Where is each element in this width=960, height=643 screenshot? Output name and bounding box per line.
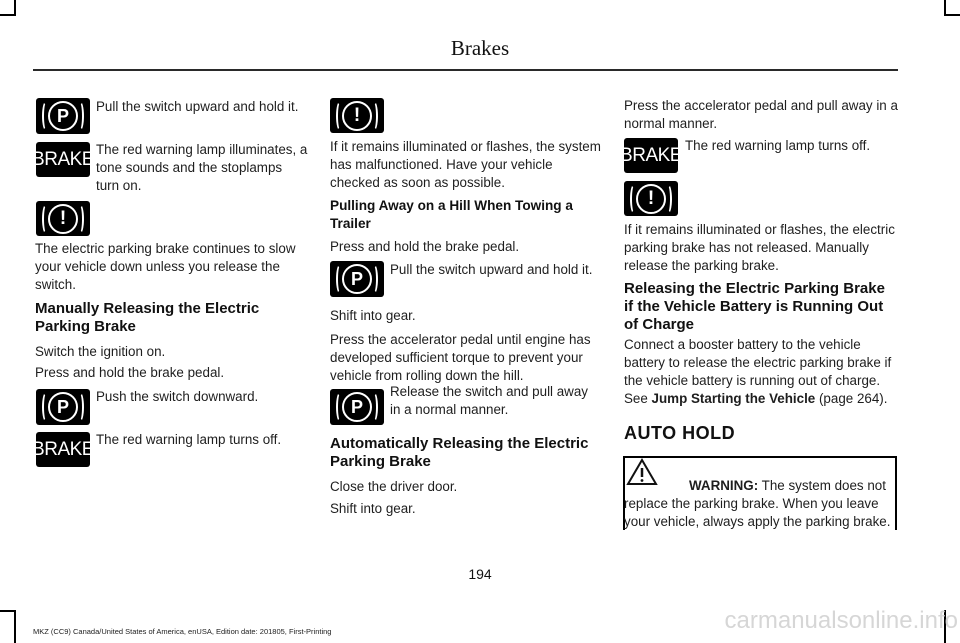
col3-p4-text: Connect a booster battery to the vehicle battery to release the electric parking brake if the vehicle battery is running out of charge. See [624, 337, 892, 406]
col2-p7: Close the driver door. [330, 479, 458, 494]
col3-p1: Press the accelerator pedal and pull away in a normal manner. [624, 98, 898, 131]
page-title: Brakes [450, 36, 510, 60]
col1-p1: Pull the switch upward and hold it. [96, 99, 299, 114]
col2-p1: If it remains illuminated or flashes, the system has malfunctioned. Have your vehicle checked as soon as possible. [330, 139, 601, 190]
jump-starting-link[interactable]: Jump Starting the Vehicle [651, 391, 816, 406]
col3-p3: If it remains illuminated or flashes, the electric parking brake has not released. Manually release the parking brake. [624, 222, 895, 273]
system-warning-icon: ! [624, 181, 678, 216]
col1-p5: Press and hold the brake pedal. [35, 365, 225, 380]
col3-p4 [624, 336, 898, 408]
watermark: carmanualsonline.info [724, 607, 958, 634]
page-number: 194 [468, 566, 492, 582]
col1-p3: The electric parking brake continues to slow your vehicle down unless you release the switch. [35, 241, 296, 292]
col1-heading: Manually Releasing the Electric Parking Brake [35, 300, 260, 335]
col2-heading-trailer: Pulling Away on a Hill When Towing a Trailer [330, 198, 573, 231]
col1-p4: Switch the ignition on. [35, 344, 166, 359]
col2-p3: Pull the switch upward and hold it. [390, 262, 593, 277]
crop-mark [944, 14, 960, 16]
system-warning-icon: ! [330, 98, 384, 133]
col2-p8: Shift into gear. [330, 501, 416, 516]
col2-p4: Shift into gear. [330, 308, 416, 323]
crop-mark [0, 14, 16, 16]
col1-p6: Push the switch downward. [96, 389, 259, 404]
col1-p7: The red warning lamp turns off. [96, 432, 282, 447]
brake-warning-icon: BRAKE [36, 432, 90, 467]
col2-p2: Press and hold the brake pedal. [330, 239, 520, 254]
auto-hold-heading: AUTO HOLD [624, 423, 736, 443]
parking-brake-icon: P [330, 389, 384, 425]
warning-body: The system does not replace the parking brake. When you leave your vehicle, always apply the parking brake. [624, 478, 891, 529]
col3-p2: The red warning lamp turns off. [685, 138, 871, 153]
parking-brake-icon: P [330, 261, 384, 297]
col3-p4-page-ref: (page 264). [815, 391, 888, 406]
crop-mark [14, 610, 16, 643]
col2-p6: Release the switch and pull away in a normal manner. [390, 384, 588, 417]
col3-heading-battery: Releasing the Electric Parking Brake if the Vehicle Battery is Running Out of Charge [624, 280, 885, 333]
brake-warning-icon: BRAKE [624, 138, 678, 173]
warning-label: WARNING: [689, 478, 759, 493]
col1-p2: The red warning lamp illuminates, a tone sounds and the stoplamps turn on. [96, 142, 308, 193]
header-rule [33, 69, 898, 71]
col2-heading-auto-release: Automatically Releasing the Electric Parking Brake [330, 435, 589, 470]
col2-p5: Press the accelerator pedal until engine has developed sufficient torque to prevent your vehicle from rolling down the hill. [330, 332, 591, 383]
edition-info: MKZ (CC9) Canada/United States of America, enUSA, Edition date: 201805, First-Printing [33, 627, 332, 636]
parking-brake-icon: P [36, 389, 90, 425]
parking-brake-icon: P [36, 98, 90, 134]
system-warning-icon: ! [36, 201, 90, 236]
crop-mark [0, 610, 16, 612]
warning-text [624, 477, 898, 531]
brake-warning-icon: BRAKE [36, 142, 90, 177]
